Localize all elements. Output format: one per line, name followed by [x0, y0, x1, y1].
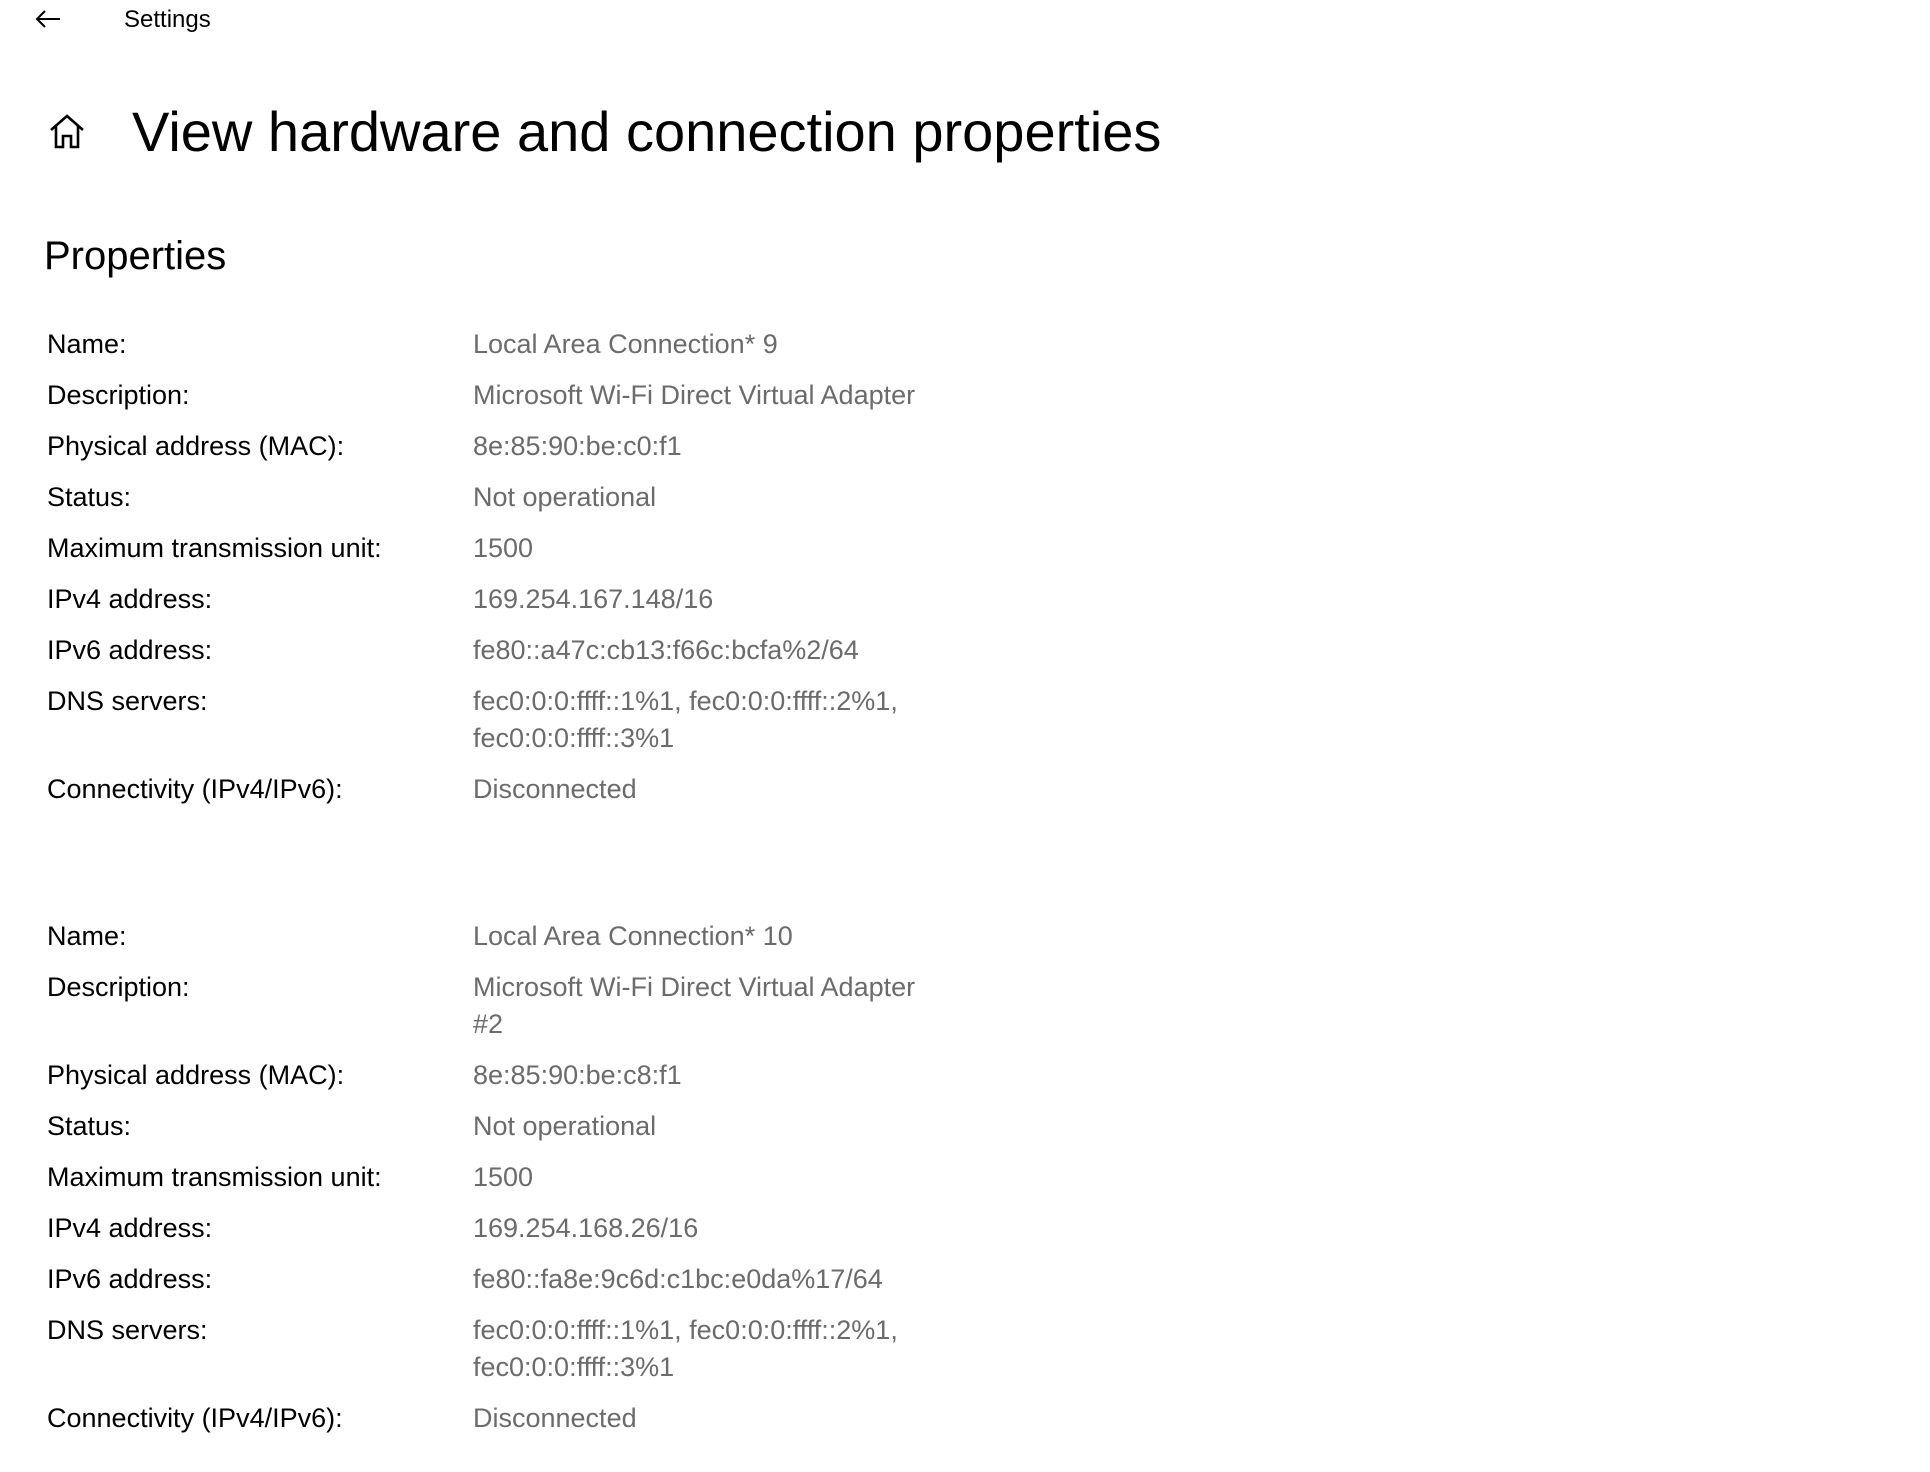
property-row-description	[47, 377, 1047, 414]
property-value: 1500	[473, 1162, 534, 1192]
property-value: Disconnected	[473, 1403, 637, 1433]
property-label: Status:	[47, 482, 132, 512]
property-row-mtu	[47, 530, 1047, 567]
property-label: Status:	[47, 1111, 132, 1141]
property-label: Maximum transmission unit:	[47, 1162, 382, 1192]
back-button[interactable]	[28, 2, 68, 36]
property-label: Description:	[47, 972, 190, 1002]
property-row-name	[47, 326, 1047, 363]
property-label: IPv4 address:	[47, 584, 213, 614]
property-row-mac	[47, 428, 1047, 465]
property-row-ipv6	[47, 1261, 1047, 1298]
property-label: Name:	[47, 921, 127, 951]
property-row-description	[47, 969, 1047, 1043]
property-value: 169.254.167.148/16	[473, 584, 714, 614]
property-value: Disconnected	[473, 774, 637, 804]
property-row-dns	[47, 683, 1047, 757]
property-row-ipv4	[47, 581, 1047, 618]
property-value: Microsoft Wi-Fi Direct Virtual Adapter	[473, 380, 916, 410]
adapter-properties-1	[47, 326, 1047, 822]
back-arrow-icon	[35, 9, 61, 29]
property-value: Local Area Connection* 9	[473, 329, 778, 359]
property-label: IPv6 address:	[47, 1264, 213, 1294]
property-row-status	[47, 479, 1047, 516]
property-row-mac	[47, 1057, 1047, 1094]
property-label: Physical address (MAC):	[47, 1060, 345, 1090]
property-value: Not operational	[473, 482, 657, 512]
property-value: 8e:85:90:be:c0:f1	[473, 431, 682, 461]
property-row-status	[47, 1108, 1047, 1145]
property-value: fe80::a47c:cb13:f66c:bcfa%2/64	[473, 635, 859, 665]
property-row-connectivity	[47, 1400, 1047, 1437]
property-value: fec0:0:0:ffff::1%1, fec0:0:0:ffff::2%1, fec0:0:0:ffff::3%1	[473, 686, 898, 753]
property-value: Microsoft Wi-Fi Direct Virtual Adapter #2	[473, 972, 916, 1039]
property-label: IPv4 address:	[47, 1213, 213, 1243]
property-row-ipv4	[47, 1210, 1047, 1247]
property-label: Description:	[47, 380, 190, 410]
property-value: Local Area Connection* 10	[473, 921, 793, 951]
app-title: Settings	[124, 6, 211, 33]
adapter-properties-2	[47, 918, 1047, 1451]
property-value: fe80::fa8e:9c6d:c1bc:e0da%17/64	[473, 1264, 883, 1294]
property-row-dns	[47, 1312, 1047, 1386]
property-label: Physical address (MAC):	[47, 431, 345, 461]
property-label: DNS servers:	[47, 1315, 208, 1345]
property-value: 1500	[473, 533, 534, 563]
property-label: Connectivity (IPv4/IPv6):	[47, 1403, 343, 1433]
property-value: 169.254.168.26/16	[473, 1213, 699, 1243]
property-row-ipv6	[47, 632, 1047, 669]
property-label: Name:	[47, 329, 127, 359]
property-value: fec0:0:0:ffff::1%1, fec0:0:0:ffff::2%1, fec0:0:0:ffff::3%1	[473, 1315, 898, 1382]
property-label: DNS servers:	[47, 686, 208, 716]
section-title: Properties	[44, 234, 227, 278]
page-title: View hardware and connection properties	[132, 100, 1162, 163]
property-value: 8e:85:90:be:c8:f1	[473, 1060, 682, 1090]
property-label: Maximum transmission unit:	[47, 533, 382, 563]
property-row-connectivity	[47, 771, 1047, 808]
property-label: Connectivity (IPv4/IPv6):	[47, 774, 343, 804]
property-row-mtu	[47, 1159, 1047, 1196]
property-value: Not operational	[473, 1111, 657, 1141]
property-label: IPv6 address:	[47, 635, 213, 665]
home-icon[interactable]	[46, 110, 88, 152]
page-header	[0, 90, 1930, 174]
property-row-name	[47, 918, 1047, 955]
title-bar	[0, 0, 1930, 40]
